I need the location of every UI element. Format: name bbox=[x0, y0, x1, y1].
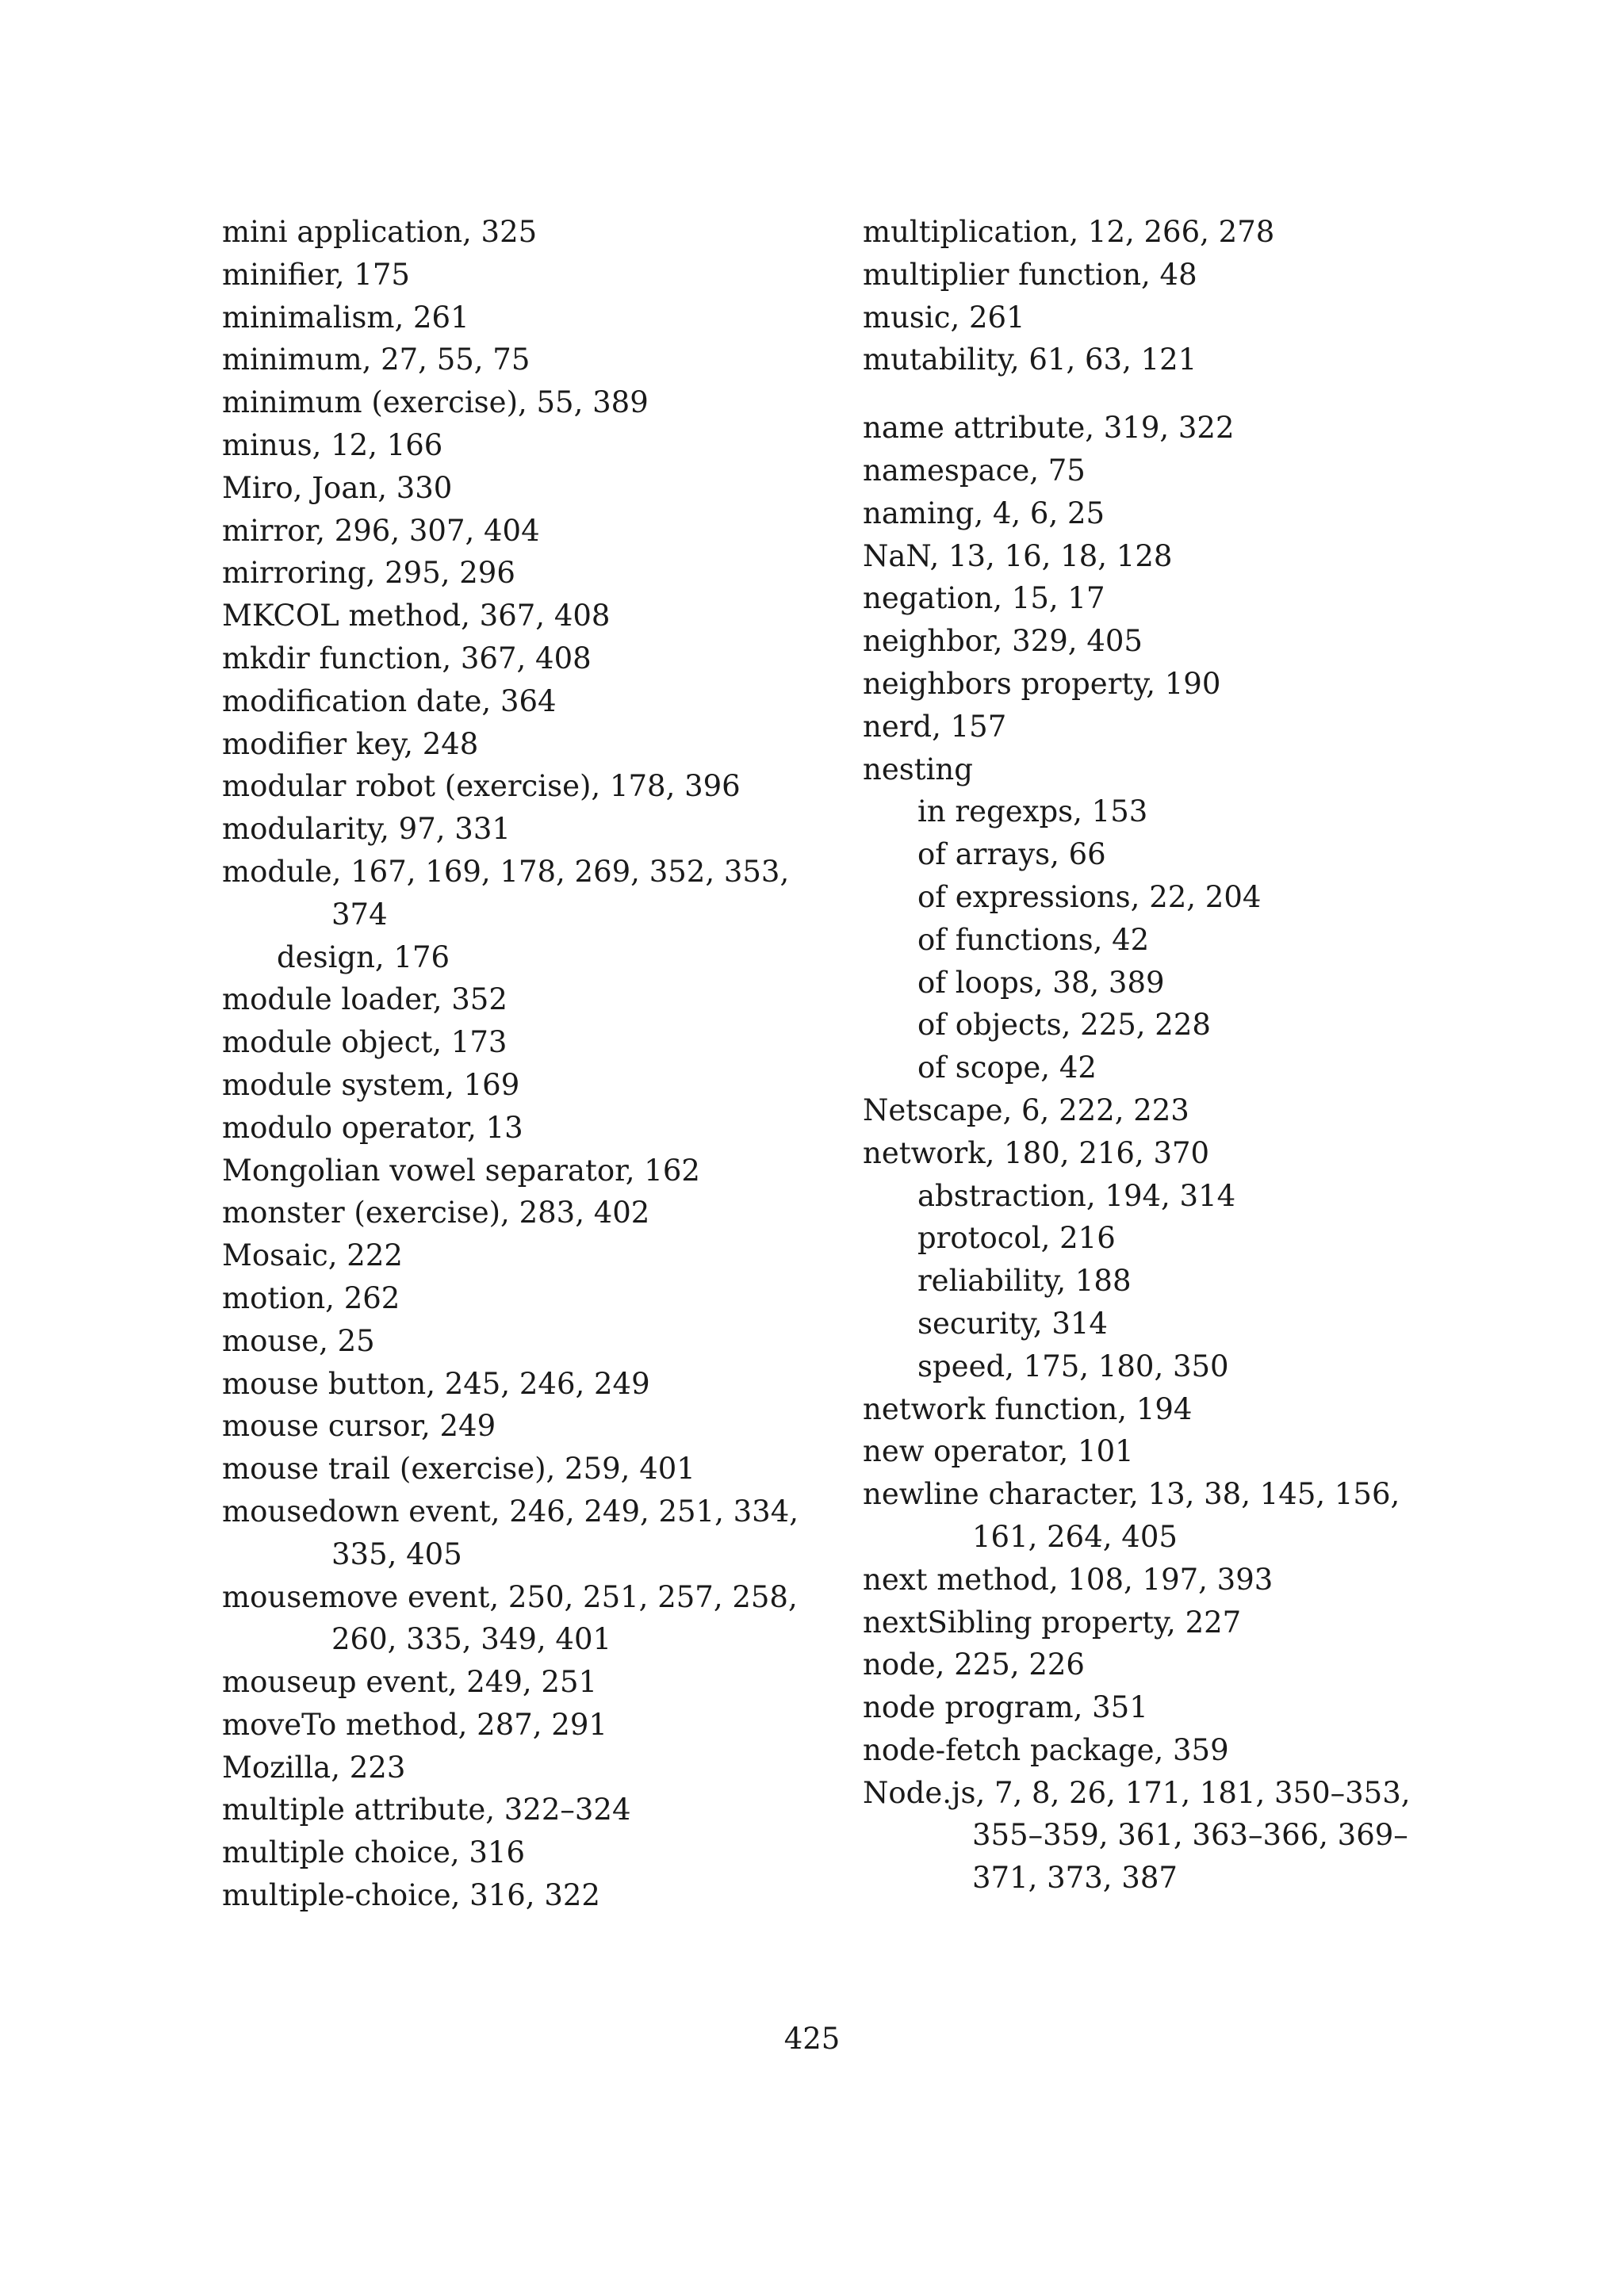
index-entry-text: multiple choice, 316 bbox=[222, 1835, 526, 1870]
index-subentry bbox=[863, 1345, 1465, 1388]
index-entry-text: moveTo method, 287, 291 bbox=[222, 1707, 607, 1742]
index-entry bbox=[222, 765, 825, 808]
index-subentry bbox=[863, 1175, 1465, 1218]
index-entry bbox=[863, 407, 1465, 450]
index-subentry bbox=[863, 876, 1465, 919]
index-entry bbox=[222, 339, 825, 381]
index-entry bbox=[863, 254, 1465, 297]
index-subentry bbox=[863, 1004, 1465, 1047]
index-entry-text: modifier key, 248 bbox=[222, 726, 479, 761]
index-entry-text: multiplier function, 48 bbox=[863, 257, 1197, 292]
index-entry-text: Mosaic, 222 bbox=[222, 1238, 403, 1273]
letter-group-gap bbox=[863, 381, 1465, 407]
index-entry bbox=[222, 424, 825, 467]
index-subentry bbox=[863, 1260, 1465, 1303]
index-entry-text: mouse, 25 bbox=[222, 1323, 375, 1358]
index-entry-continuation: 371, 373, 387 bbox=[972, 1861, 1178, 1896]
index-entry-continuation: 335, 405 bbox=[331, 1536, 462, 1571]
index-entry-text: multiple-choice, 316, 322 bbox=[222, 1878, 600, 1913]
index-entry bbox=[222, 1107, 825, 1150]
index-entry bbox=[863, 297, 1465, 339]
index-entry bbox=[222, 510, 825, 553]
index-entry-text: negation, 15, 17 bbox=[863, 581, 1105, 616]
index-entry-text: mirror, 296, 307, 404 bbox=[222, 513, 540, 548]
index-entry bbox=[863, 1729, 1465, 1772]
index-entry bbox=[222, 851, 825, 936]
index-entry-text: music, 261 bbox=[863, 300, 1025, 335]
index-entry bbox=[863, 1772, 1465, 1900]
index-entry-text: module loader, 352 bbox=[222, 982, 508, 1017]
index-entry bbox=[222, 1874, 825, 1917]
index-entry-text: speed, 175, 180, 350 bbox=[917, 1349, 1229, 1383]
index-entry bbox=[863, 1132, 1465, 1175]
index-entry-text: mousemove event, 250, 251, 257, 258, bbox=[222, 1579, 798, 1614]
index-entry-text: name attribute, 319, 322 bbox=[863, 411, 1235, 446]
index-entry bbox=[222, 1192, 825, 1234]
index-column-left bbox=[222, 211, 825, 1917]
index-entry bbox=[222, 723, 825, 766]
index-entry bbox=[222, 1576, 825, 1662]
index-entry bbox=[222, 1704, 825, 1747]
index-entry-text: Mozilla, 223 bbox=[222, 1750, 406, 1785]
index-entry-text: NaN, 13, 16, 18, 128 bbox=[863, 538, 1173, 573]
index-entry-text: minifier, 175 bbox=[222, 257, 410, 292]
index-entry bbox=[222, 1831, 825, 1874]
index-entry-text: new operator, 101 bbox=[863, 1434, 1134, 1469]
index-entry bbox=[863, 1644, 1465, 1686]
index-entry bbox=[222, 1320, 825, 1363]
index-entry-text: abstraction, 194, 314 bbox=[917, 1178, 1236, 1213]
index-entry bbox=[222, 297, 825, 339]
index-entry-text: Mongolian vowel separator, 162 bbox=[222, 1153, 700, 1188]
index-entry-text: minimalism, 261 bbox=[222, 300, 469, 335]
index-entry-text: minimum (exercise), 55, 389 bbox=[222, 385, 649, 420]
index-entry bbox=[222, 1234, 825, 1277]
index-entry-text: modification date, 364 bbox=[222, 683, 557, 718]
index-entry bbox=[222, 1405, 825, 1448]
index-entry bbox=[863, 1430, 1465, 1473]
index-entry bbox=[863, 211, 1465, 254]
index-entry-text: node, 225, 226 bbox=[863, 1647, 1085, 1682]
index-entry-text: monster (exercise), 283, 402 bbox=[222, 1196, 650, 1230]
index-entry-text: multiple attribute, 322–324 bbox=[222, 1793, 631, 1827]
index-entry bbox=[222, 1747, 825, 1789]
index-entry-text: naming, 4, 6, 25 bbox=[863, 496, 1105, 530]
index-entry bbox=[222, 1277, 825, 1320]
index-entry bbox=[863, 620, 1465, 663]
index-entry bbox=[222, 1661, 825, 1704]
index-entry-text: of scope, 42 bbox=[917, 1050, 1097, 1085]
index-entry bbox=[222, 1363, 825, 1406]
index-entry-text: module, 167, 169, 178, 269, 352, 353, bbox=[222, 854, 790, 889]
index-entry-text: Node.js, 7, 8, 26, 171, 181, 350–353, bbox=[863, 1775, 1411, 1810]
index-entry-text: module object, 173 bbox=[222, 1025, 508, 1060]
index-entry bbox=[863, 663, 1465, 706]
index-entry bbox=[863, 1686, 1465, 1729]
index-column-right bbox=[863, 211, 1465, 1900]
index-entry-text: nerd, 157 bbox=[863, 709, 1007, 744]
index-entry-text: mouse cursor, 249 bbox=[222, 1409, 496, 1444]
index-entry-text: Miro, Joan, 330 bbox=[222, 470, 453, 505]
index-entry-text: mouse button, 245, 246, 249 bbox=[222, 1366, 650, 1401]
index-subentry bbox=[863, 919, 1465, 962]
index-subentry bbox=[863, 1047, 1465, 1089]
index-subentry bbox=[863, 833, 1465, 876]
index-entry-text: multiplication, 12, 266, 278 bbox=[863, 215, 1275, 249]
index-entry-text: mini application, 325 bbox=[222, 215, 538, 249]
index-entry-continuation: 161, 264, 405 bbox=[972, 1519, 1178, 1554]
page-number: 425 bbox=[783, 2022, 841, 2056]
index-entry bbox=[222, 1064, 825, 1107]
index-entry-text: newline character, 13, 38, 145, 156, bbox=[863, 1477, 1400, 1512]
index-entry-text: motion, 262 bbox=[222, 1280, 400, 1315]
index-entry-text: namespace, 75 bbox=[863, 453, 1086, 488]
index-entry bbox=[222, 552, 825, 595]
index-entry-text: modular robot (exercise), 178, 396 bbox=[222, 769, 741, 804]
index-entry-text: mouse trail (exercise), 259, 401 bbox=[222, 1452, 695, 1487]
index-subentry bbox=[863, 1217, 1465, 1260]
index-entry bbox=[863, 339, 1465, 381]
index-entry bbox=[863, 577, 1465, 620]
index-entry-text: mutability, 61, 63, 121 bbox=[863, 342, 1197, 377]
index-entry-continuation: 260, 335, 349, 401 bbox=[331, 1622, 612, 1657]
index-entry-text: node-fetch package, 359 bbox=[863, 1732, 1229, 1767]
index-entry bbox=[222, 467, 825, 510]
index-entry-text: mirroring, 295, 296 bbox=[222, 556, 515, 591]
index-entry bbox=[222, 1789, 825, 1831]
index-entry-text: module system, 169 bbox=[222, 1067, 520, 1102]
index-entry bbox=[863, 1473, 1465, 1559]
index-entry-continuation: 374 bbox=[331, 897, 388, 932]
index-entry bbox=[222, 1150, 825, 1192]
index-entry-text: of arrays, 66 bbox=[917, 837, 1106, 872]
index-entry bbox=[863, 535, 1465, 578]
index-entry-text: minus, 12, 166 bbox=[222, 427, 443, 462]
index-entry-text: reliability, 188 bbox=[917, 1264, 1132, 1299]
index-entry-text: in regexps, 153 bbox=[917, 794, 1148, 829]
index-entry bbox=[222, 1490, 825, 1576]
index-entry-text: nextSibling property, 227 bbox=[863, 1605, 1242, 1640]
index-entry-text: MKCOL method, 367, 408 bbox=[222, 599, 611, 633]
index-entry bbox=[863, 1601, 1465, 1644]
index-entry bbox=[222, 211, 825, 254]
index-entry bbox=[222, 808, 825, 851]
index-entry bbox=[863, 1089, 1465, 1132]
index-entry bbox=[222, 1448, 825, 1490]
index-entry-text: security, 314 bbox=[917, 1306, 1108, 1341]
index-subentry bbox=[222, 936, 825, 979]
index-entry bbox=[222, 254, 825, 297]
index-subentry bbox=[863, 790, 1465, 833]
index-entry bbox=[222, 680, 825, 723]
index-entry bbox=[222, 1021, 825, 1064]
index-entry-text: of expressions, 22, 204 bbox=[917, 879, 1262, 914]
index-subentry bbox=[863, 1303, 1465, 1345]
index-entry bbox=[222, 381, 825, 424]
index-entry-text: of loops, 38, 389 bbox=[917, 965, 1165, 1000]
index-entry-text: mouseup event, 249, 251 bbox=[222, 1665, 598, 1700]
index-entry-text: modulo operator, 13 bbox=[222, 1110, 523, 1145]
index-entry-text: node program, 351 bbox=[863, 1690, 1148, 1725]
index-entry-text: nesting bbox=[863, 752, 973, 786]
index-entry-text: modularity, 97, 331 bbox=[222, 812, 511, 847]
index-entry-text: next method, 108, 197, 393 bbox=[863, 1562, 1274, 1597]
index-entry-text: neighbors property, 190 bbox=[863, 666, 1221, 701]
index-entry-continuation: 355–359, 361, 363–366, 369– bbox=[972, 1818, 1408, 1853]
index-entry bbox=[222, 637, 825, 680]
index-entry-text: neighbor, 329, 405 bbox=[863, 624, 1143, 659]
index-entry-text: Netscape, 6, 222, 223 bbox=[863, 1093, 1189, 1127]
index-entry-text: network, 180, 216, 370 bbox=[863, 1135, 1210, 1170]
index-entry-text: mkdir function, 367, 408 bbox=[222, 641, 592, 675]
index-entry bbox=[863, 450, 1465, 492]
index-entry-text: network function, 194 bbox=[863, 1391, 1193, 1426]
index-entry-text: of functions, 42 bbox=[917, 922, 1150, 957]
index-entry-text: minimum, 27, 55, 75 bbox=[222, 342, 530, 377]
index-entry-text: of objects, 225, 228 bbox=[917, 1008, 1211, 1043]
index-entry-text: design, 176 bbox=[277, 939, 450, 974]
index-entry bbox=[222, 595, 825, 637]
index-entry-text: mousedown event, 246, 249, 251, 334, bbox=[222, 1494, 799, 1529]
index-entry bbox=[863, 1559, 1465, 1601]
index-entry bbox=[863, 492, 1465, 535]
index-subentry bbox=[863, 962, 1465, 1004]
index-entry bbox=[863, 706, 1465, 748]
index-entry bbox=[222, 978, 825, 1021]
index-entry bbox=[863, 748, 1465, 791]
index-entry-text: protocol, 216 bbox=[917, 1221, 1116, 1256]
index-entry bbox=[863, 1388, 1465, 1431]
